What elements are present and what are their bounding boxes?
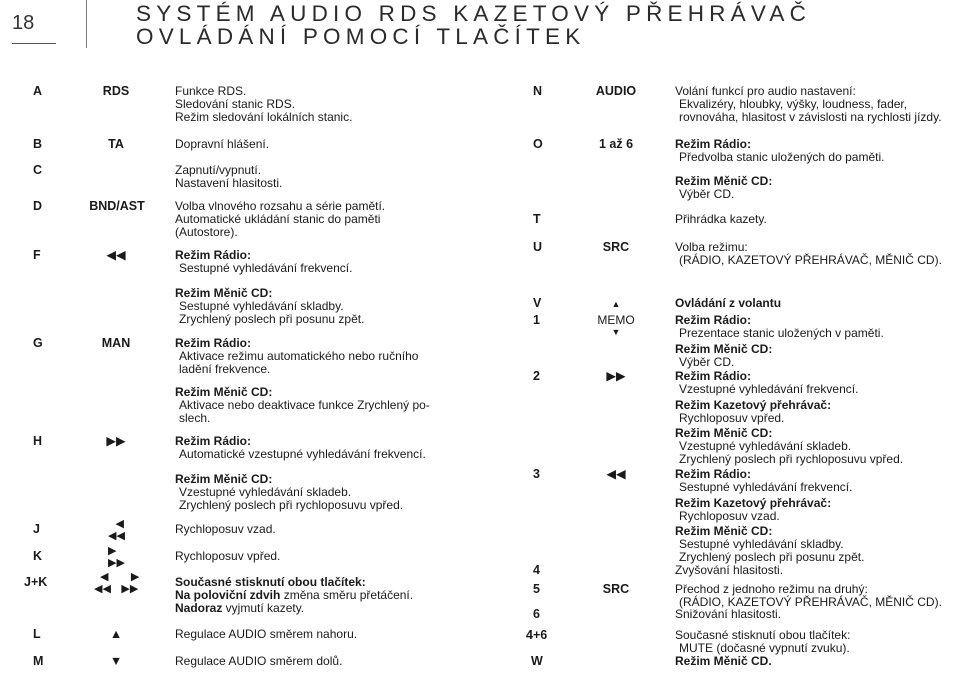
text: Sledování stanic RDS.	[175, 97, 296, 111]
page-title	[136, 2, 811, 48]
text: Regulace AUDIO směrem nahoru.	[175, 627, 358, 641]
rewind-icon: ◀◀	[108, 530, 125, 542]
text: Volba vlnového rozsahu a série pamětí.	[175, 199, 386, 213]
text: (Autostore).	[175, 225, 238, 239]
mode-heading: Režim Rádio:	[675, 313, 752, 327]
text: ladění frekvence.	[179, 362, 271, 376]
text: slech.	[179, 411, 211, 425]
mode-heading: Režim Měnič CD:	[675, 174, 773, 188]
triangle-right-icon: ▶	[130, 571, 140, 583]
mode-heading: Současné stisknutí obou tlačítek:	[175, 575, 366, 589]
text: Ekvalizéry, hloubky, výšky, loudness, fader,	[679, 97, 908, 111]
fast-forward-icon: ▶▶	[106, 434, 126, 448]
triangle-left-icon: ◀	[100, 571, 109, 583]
key-n: N	[533, 84, 543, 98]
text: Vzestupné vyhledávání skladeb.	[679, 439, 852, 453]
key-l: L	[33, 627, 41, 641]
rewind-icon: ◀◀	[94, 583, 111, 595]
title-line-2: OVLÁDÁNÍ POMOCÍ TLAČÍTEK	[136, 24, 586, 49]
title-line-1: SYSTÉM AUDIO RDS KAZETOVÝ PŘEHRÁVAČ	[136, 1, 812, 26]
text: Rychloposuv vzad.	[175, 522, 276, 536]
text-bold: Nadoraz	[175, 601, 223, 615]
key-o: O	[533, 137, 543, 151]
text: Aktivace režimu automatického nebo ručního	[179, 349, 419, 363]
text: Zapnutí/vypnutí.	[175, 163, 262, 177]
text: Sestupné vyhledávání frekvencí.	[179, 261, 353, 275]
text: Vzestupné vyhledávání frekvencí.	[679, 382, 859, 396]
mode-heading: Režim Měnič CD.	[675, 654, 772, 668]
mode-heading: Režim Kazetový přehrávač:	[675, 496, 832, 510]
mode-heading: Režim Rádio:	[175, 336, 252, 350]
text: Sestupné vyhledávání skladby.	[679, 537, 844, 551]
eject-combo-icon	[94, 571, 140, 595]
text: Výběr CD.	[679, 355, 735, 369]
text: Dopravní hlášení.	[175, 137, 270, 151]
triangle-up-icon: ▲	[109, 627, 123, 641]
text: Přechod z jednoho režimu na druhý:	[675, 582, 868, 596]
mode-heading: Režim Měnič CD:	[675, 342, 773, 356]
text: Zrychlený poslech při posunu zpět.	[679, 550, 865, 564]
steering-heading: Ovládání z volantu	[675, 296, 782, 310]
text: Snižování hlasitosti.	[675, 607, 782, 621]
label-1-to-6: 1 až 6	[598, 137, 634, 151]
key-4: 4	[533, 563, 540, 577]
fast-forward-icon: ▶▶	[108, 557, 125, 569]
text: Volba režimu:	[675, 240, 748, 254]
key-3: 3	[533, 467, 540, 481]
label-src: SRC	[602, 582, 630, 596]
key-2: 2	[533, 369, 540, 383]
key-v: V	[533, 296, 542, 310]
text: Zvyšování hlasitosti.	[675, 563, 784, 577]
fast-forward-icon: ▶▶	[121, 583, 139, 595]
key-u: U	[533, 240, 543, 254]
text: Automatické ukládání stanic do paměti	[175, 212, 381, 226]
mode-heading: Režim Měnič CD:	[175, 286, 273, 300]
triangle-down-icon: ▼	[109, 654, 123, 668]
text: Funkce RDS.	[175, 84, 247, 98]
text: MUTE (dočasné vypnutí zvuku).	[679, 641, 850, 655]
key-1: 1	[533, 313, 540, 327]
header-divider	[86, 0, 87, 48]
mode-heading: Režim Rádio:	[675, 137, 752, 151]
mode-heading: Režim Rádio:	[175, 434, 252, 448]
mode-heading: Režim Rádio:	[675, 369, 752, 383]
text: změna směru přetáčení.	[280, 588, 414, 602]
text: Prezentace stanic uložených v paměti.	[679, 326, 884, 340]
key-b: B	[33, 137, 43, 151]
rewind-icon: ◀◀	[606, 467, 626, 481]
text: Regulace AUDIO směrem dolů.	[175, 654, 343, 668]
key-h: H	[33, 434, 43, 448]
text-bold: Na poloviční zdvih	[175, 588, 281, 602]
key-j-plus-k: J+K	[24, 575, 48, 589]
forward-cassette-icon	[108, 545, 128, 569]
text: Přihrádka kazety.	[675, 212, 767, 226]
text: Zrychlený poslech při rychloposuvu vpřed.	[679, 452, 904, 466]
triangle-up-icon: ▲	[611, 299, 621, 309]
text: Sestupné vyhledávání frekvencí.	[679, 480, 853, 494]
text: (RÁDIO, KAZETOVÝ PŘEHRÁVAČ, MĚNIČ CD).	[679, 595, 942, 609]
text: Předvolba stanic uložených do paměti.	[679, 150, 885, 164]
text: (RÁDIO, KAZETOVÝ PŘEHRÁVAČ, MĚNIČ CD).	[679, 253, 942, 267]
key-g: G	[33, 336, 43, 350]
mode-heading: Režim Měnič CD:	[175, 385, 273, 399]
key-c: C	[33, 163, 43, 177]
fast-forward-icon: ▶▶	[606, 369, 626, 383]
rewind-icon: ◀◀	[106, 248, 126, 262]
key-f: F	[33, 248, 41, 262]
label-src: SRC	[602, 240, 630, 254]
text: rovnováha, hlasitost v závislosti na rychlosti jízdy.	[679, 110, 942, 124]
label-rds: RDS	[102, 84, 130, 98]
text: Rychloposuv vzad.	[679, 509, 780, 523]
mode-heading: Režim Měnič CD:	[175, 472, 273, 486]
text: Současné stisknutí obou tlačítek:	[675, 628, 851, 642]
triangle-right-icon: ▶	[108, 545, 117, 557]
label-memo: MEMO	[597, 313, 635, 327]
text: Výběr CD.	[679, 187, 735, 201]
mode-heading: Režim Rádio:	[675, 467, 752, 481]
text: Aktivace nebo deaktivace funkce Zrychlený po-	[179, 398, 430, 412]
text: Zrychlený poslech při rychloposuvu vpřed.	[179, 498, 404, 512]
triangle-left-icon: ◀	[115, 518, 124, 530]
text	[175, 588, 413, 602]
text: Režim sledování lokálních stanic.	[175, 110, 353, 124]
text: vyjmutí kazety.	[222, 601, 305, 615]
key-4-plus-6: 4+6	[526, 628, 548, 642]
key-m: M	[33, 654, 44, 668]
text: Zrychlený poslech při posunu zpět.	[179, 312, 365, 326]
text: Rychloposuv vpřed.	[175, 549, 281, 563]
text: Rychloposuv vpřed.	[679, 411, 785, 425]
mode-heading: Režim Měnič CD:	[675, 426, 773, 440]
key-6: 6	[533, 607, 540, 621]
label-bnd-ast: BND/AST	[89, 199, 145, 213]
key-5: 5	[533, 582, 540, 596]
text: Volání funkcí pro audio nastavení:	[675, 84, 856, 98]
key-a: A	[33, 84, 43, 98]
label-ta: TA	[108, 137, 124, 151]
mode-heading: Režim Měnič CD:	[675, 524, 773, 538]
text: Automatické vzestupné vyhledávání frekvencí.	[179, 447, 426, 461]
triangle-down-icon: ▼	[611, 327, 621, 337]
rewind-cassette-icon	[108, 518, 124, 542]
mode-heading: Režim Rádio:	[175, 248, 252, 262]
key-w: W	[531, 654, 543, 668]
key-j: J	[33, 522, 40, 536]
text: Sestupné vyhledávání skladby.	[179, 299, 344, 313]
text: Vzestupné vyhledávání skladeb.	[179, 485, 352, 499]
label-audio: AUDIO	[595, 84, 637, 98]
mode-heading: Režim Kazetový přehrávač:	[675, 398, 832, 412]
text: Nastavení hlasitosti.	[175, 176, 283, 190]
page-number: 18	[12, 12, 56, 44]
key-t: T	[533, 212, 541, 226]
text	[175, 601, 304, 615]
key-d: D	[33, 199, 43, 213]
key-k: K	[33, 549, 43, 563]
label-man: MAN	[101, 336, 131, 350]
